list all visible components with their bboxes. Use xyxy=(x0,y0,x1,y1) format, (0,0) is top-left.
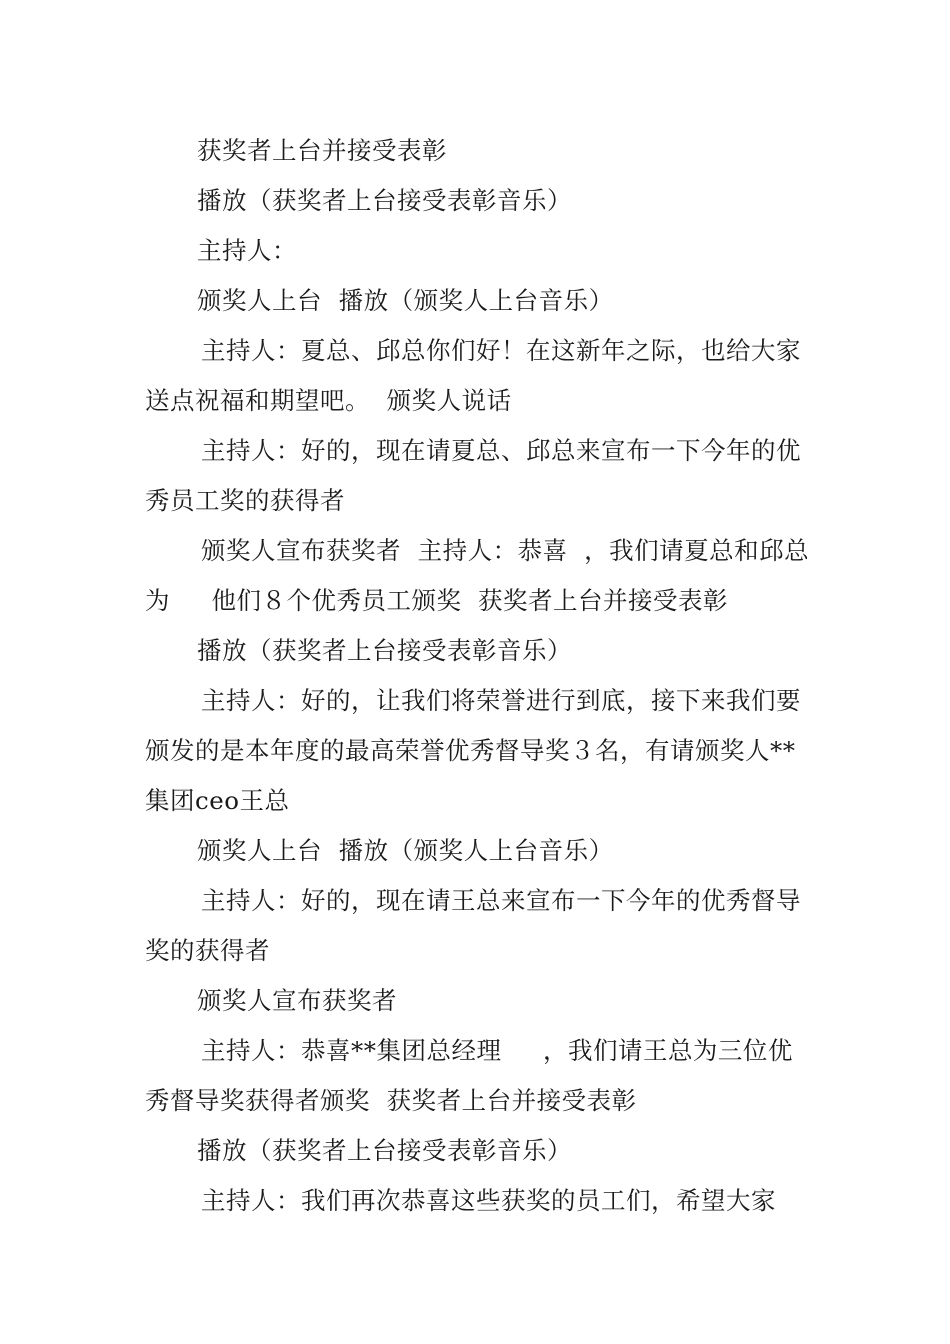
paragraph: 主持人：我们再次恭喜这些获奖的员工们，希望大家 xyxy=(201,1186,776,1215)
paragraph: 获奖者上台并接受表彰 xyxy=(197,136,447,165)
paragraph: 主持人： xyxy=(197,236,297,265)
paragraph: 播放（获奖者上台接受表彰音乐） xyxy=(197,186,572,215)
paragraph: 主持人：好的，现在请王总来宣布一下今年的优秀督导奖的获得者 xyxy=(145,886,801,965)
document-body xyxy=(145,126,810,1226)
paragraph: 主持人：恭喜**集团总经理 ，我们请王总为三位优秀督导奖获得者颁奖 获奖者上台并接受表彰 xyxy=(145,1036,793,1115)
paragraph: 播放（获奖者上台接受表彰音乐） xyxy=(197,636,572,665)
paragraph: 播放（获奖者上台接受表彰音乐） xyxy=(197,1136,572,1165)
paragraph: 主持人：夏总、邱总你们好！在这新年之际，也给大家送点祝福和期望吧。 颁奖人说话 xyxy=(145,336,801,415)
paragraph: 颁奖人宣布获奖者 主持人：恭喜 ，我们请夏总和邱总为 他们８个优秀员工颁奖 获奖者上台并接受表彰 xyxy=(145,536,810,615)
paragraph: 主持人：好的，现在请夏总、邱总来宣布一下今年的优秀员工奖的获得者 xyxy=(145,436,801,515)
paragraph: 颁奖人上台 播放（颁奖人上台音乐） xyxy=(197,836,614,865)
paragraph: 主持人：好的，让我们将荣誉进行到底，接下来我们要颁发的是本年度的最高荣誉优秀督导奖３名，有请颁奖人**集团ceo王总 xyxy=(145,686,801,815)
paragraph: 颁奖人宣布获奖者 xyxy=(197,986,397,1015)
paragraph: 颁奖人上台 播放（颁奖人上台音乐） xyxy=(197,286,614,315)
